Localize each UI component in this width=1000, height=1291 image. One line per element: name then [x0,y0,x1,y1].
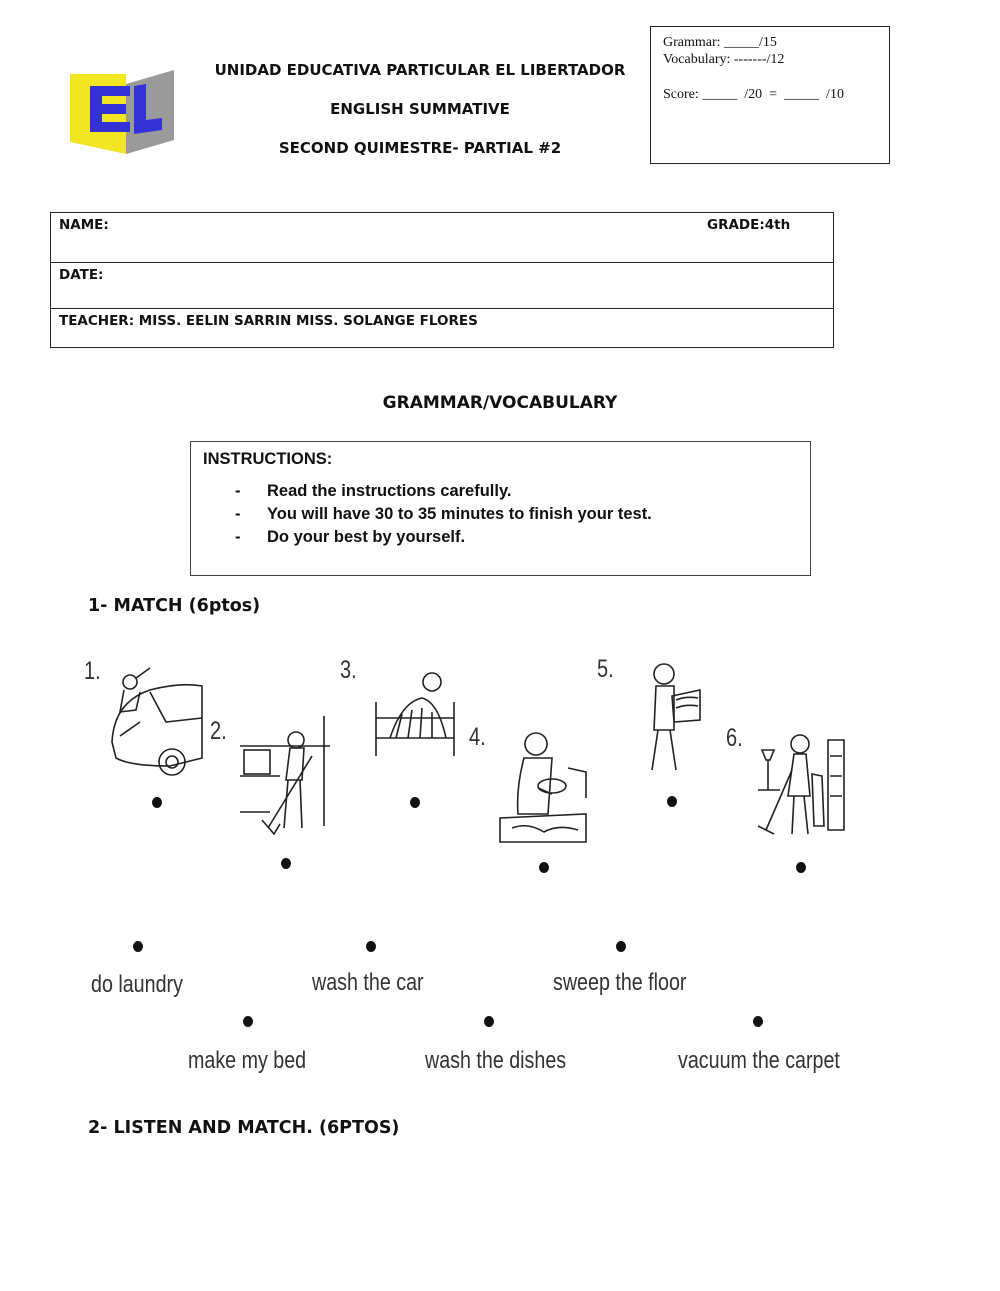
date-row [51,263,833,309]
match-dot[interactable] [753,1016,763,1027]
phrase-vacuum-carpet: vacuum the carpet [678,1047,840,1074]
grammar-score: Grammar: _____/15 [663,35,777,50]
instruction-item: - You will have 30 to 35 minutes to finish your test. [235,505,652,523]
picture-number: 5. [597,655,614,683]
teacher-label: TEACHER: MISS. EELIN SARRIN MISS. SOLANGE FLORES [59,313,478,329]
vocabulary-score: Vocabulary: -------/12 [663,52,785,67]
instructions-title: INSTRUCTIONS: [203,450,333,468]
laundry-picture [628,660,718,778]
match-dot[interactable] [539,862,549,873]
picture-number: 6. [726,724,743,752]
grade-label: GRADE:4th [707,217,791,233]
school-logo [70,70,174,156]
section-title: GRAMMAR/VOCABULARY [382,393,618,413]
match-dot[interactable] [152,797,162,808]
match-dot[interactable] [667,796,677,807]
question-1-title: 1- MATCH (6ptos) [88,596,261,616]
match-dot[interactable] [484,1016,494,1027]
instruction-item: - Read the instructions carefully. [235,482,512,500]
instructions-box [190,441,811,576]
exam-term: SECOND QUIMESTRE- PARTIAL #2 [278,139,562,157]
wash-dishes-picture [498,728,588,844]
phrase-make-bed: make my bed [188,1047,307,1074]
vacuum-picture [756,726,846,842]
picture-number: 3. [340,656,357,684]
teacher-row [51,309,833,347]
match-dot[interactable] [281,858,291,869]
picture-number: 4. [469,723,486,751]
name-row [51,213,833,263]
match-dot[interactable] [796,862,806,873]
phrase-sweep-floor: sweep the floor [553,969,687,996]
sweep-floor-picture [240,716,332,836]
score-box [650,26,890,164]
date-label: DATE: [59,267,104,283]
wash-car-picture [110,662,204,778]
student-info-table [50,212,834,348]
picture-number: 2. [210,717,227,745]
name-label: NAME: [59,217,109,233]
phrase-do-laundry: do laundry [91,971,183,998]
instruction-item: - Do your best by yourself. [235,528,466,546]
make-bed-picture [372,662,458,758]
total-score: Score: _____ /20 = _____ /10 [663,87,844,102]
question-2-title: 2- LISTEN AND MATCH. (6PTOS) [88,1118,400,1138]
exam-subject: ENGLISH SUMMATIVE [330,100,510,118]
match-dot[interactable] [410,797,420,808]
picture-number: 1. [84,657,101,685]
school-name: UNIDAD EDUCATIVA PARTICULAR EL LIBERTADOR [214,61,626,79]
match-dot[interactable] [616,941,626,952]
match-dot[interactable] [243,1016,253,1027]
match-dot[interactable] [133,941,143,952]
phrase-wash-dishes: wash the dishes [425,1047,567,1074]
phrase-wash-car: wash the car [312,969,424,996]
match-dot[interactable] [366,941,376,952]
